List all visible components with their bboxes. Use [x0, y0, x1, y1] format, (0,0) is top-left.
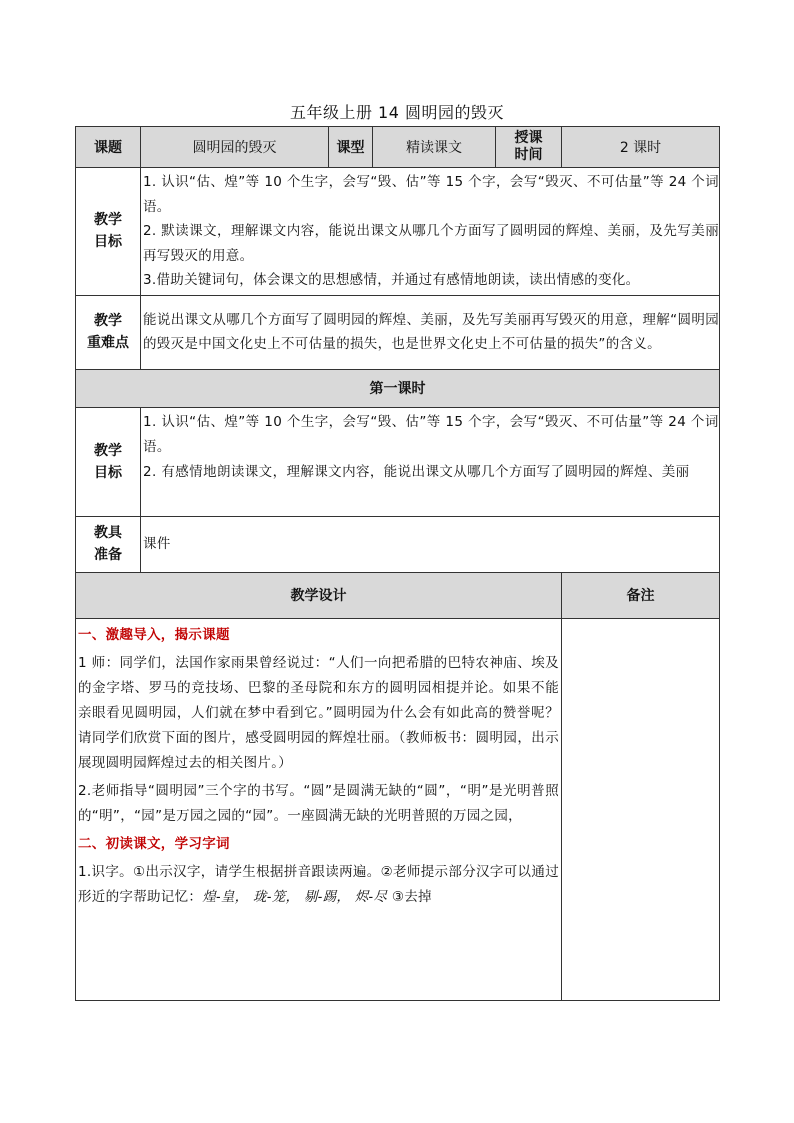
time-label-line-1: 授课 — [514, 130, 543, 146]
topic-value: 圆明园的毁灭 — [141, 127, 329, 168]
lesson1-title: 第一课时 — [76, 369, 720, 407]
tools-label-line-2: 准备 — [94, 547, 122, 563]
paragraph — [78, 860, 559, 910]
tools-label — [76, 516, 141, 572]
goals-label-line-1: 教学 — [94, 212, 122, 229]
goal-item: 3.借助关键词句，体会课文的思想感情，并通过有感情地朗读，读出情感的变化。 — [143, 272, 640, 288]
paragraph: 1 师：同学们，法国作家雨果曾经说过：“人们一向把希腊的巴特农神庙、埃及的金字塔、罗马的竞技场、巴黎的圣母院和东方的圆明园相提并论。如果不能亲眼看见圆明园，人们就在梦中看到它。”圆明园为什么会有如此高的赞誉呢？请同学们欣赏下面的图片，感受圆明园的辉煌壮丽。（教师板书：圆明园，出示展现圆明园辉煌过去的相关图片。） — [78, 654, 559, 771]
lesson-plan-table — [75, 126, 720, 1001]
lesson1-goals-label — [76, 407, 141, 516]
time-label-line-2: 时间 — [514, 147, 543, 163]
key-label — [76, 295, 141, 369]
lesson1-goals-label-line-2: 目标 — [94, 464, 122, 481]
goals-content — [141, 168, 720, 296]
tools-content: 课件 — [141, 516, 720, 572]
page-title: 五年级上册 14 圆明园的毁灭 — [289, 103, 505, 122]
key-label-line-1: 教学 — [94, 313, 122, 329]
key-label-line-2: 重难点 — [87, 335, 129, 351]
goals-row — [76, 168, 720, 296]
paragraph-text-tail: ③去掉 — [387, 888, 432, 905]
goals-label-line-2: 目标 — [94, 234, 122, 251]
header-row — [76, 127, 720, 168]
time-label — [496, 127, 562, 168]
time-value: 2 课时 — [562, 127, 720, 168]
goals-label — [76, 168, 141, 296]
design-header-row — [76, 572, 720, 618]
type-value: 精读课文 — [373, 127, 496, 168]
paragraph: 2.老师指导“圆明园”三个字的书写。“圆”是圆满无缺的“圆”，“明”是光明普照的“明”，“园”是万园之园的“园”。一座圆满无缺的光明普照的万园之园， — [78, 782, 559, 824]
type-label: 课型 — [329, 127, 373, 168]
key-row — [76, 295, 720, 369]
lesson1-goals-row — [76, 407, 720, 516]
handwritten-examples: 煌-皇， 珑-笼， 剔-踢， 烬-尽 — [202, 888, 388, 905]
notes-column-header: 备注 — [562, 572, 720, 618]
section-heading: 二、初读课文，学习字词 — [78, 835, 230, 852]
goal-item: 1. 认识“估、煌”等 10 个生字，会写“毁、估”等 15 个字，会写“毁灭、不可估量”等 24 个词语。 — [143, 174, 719, 215]
lesson1-goals-content — [141, 407, 720, 516]
lesson1-tools-row — [76, 516, 720, 572]
goal-item: 1. 认识“估、煌”等 10 个生字，会写“毁、估”等 15 个字，会写“毁灭、不可估量”等 24 个词语。 — [143, 413, 719, 455]
design-content — [76, 618, 562, 1000]
paragraph-text: 1.识字。①出示汉字，请学生根据拼音跟读两遍。②老师提示部分汉字可以通过形近的字帮助记忆： — [78, 863, 559, 905]
goal-item: 2. 有感情地朗读课文，理解课文内容，能说出课文从哪几个方面写了圆明园的辉煌、美丽 — [143, 463, 690, 480]
key-content: 能说出课文从哪几个方面写了圆明园的辉煌、美丽，及先写美丽再写毁灭的用意，理解“圆明园的毁灭是中国文化史上不可估量的损失，也是世界文化史上不可估量的损失”的含义。 — [141, 295, 720, 369]
lesson1-title-row — [76, 369, 720, 407]
lesson1-goals-label-line-1: 教学 — [94, 442, 122, 459]
design-column-header: 教学设计 — [76, 572, 562, 618]
goal-item: 2. 默读课文，理解课文内容，能说出课文从哪几个方面写了圆明园的辉煌、美丽，及先写美丽再写毁灭的用意。 — [143, 223, 719, 264]
design-body-row — [76, 618, 720, 1000]
topic-label: 课题 — [76, 127, 141, 168]
notes-content — [562, 618, 720, 1000]
tools-label-line-1: 教具 — [94, 525, 122, 541]
section-heading: 一、激趣导入，揭示课题 — [78, 626, 230, 643]
